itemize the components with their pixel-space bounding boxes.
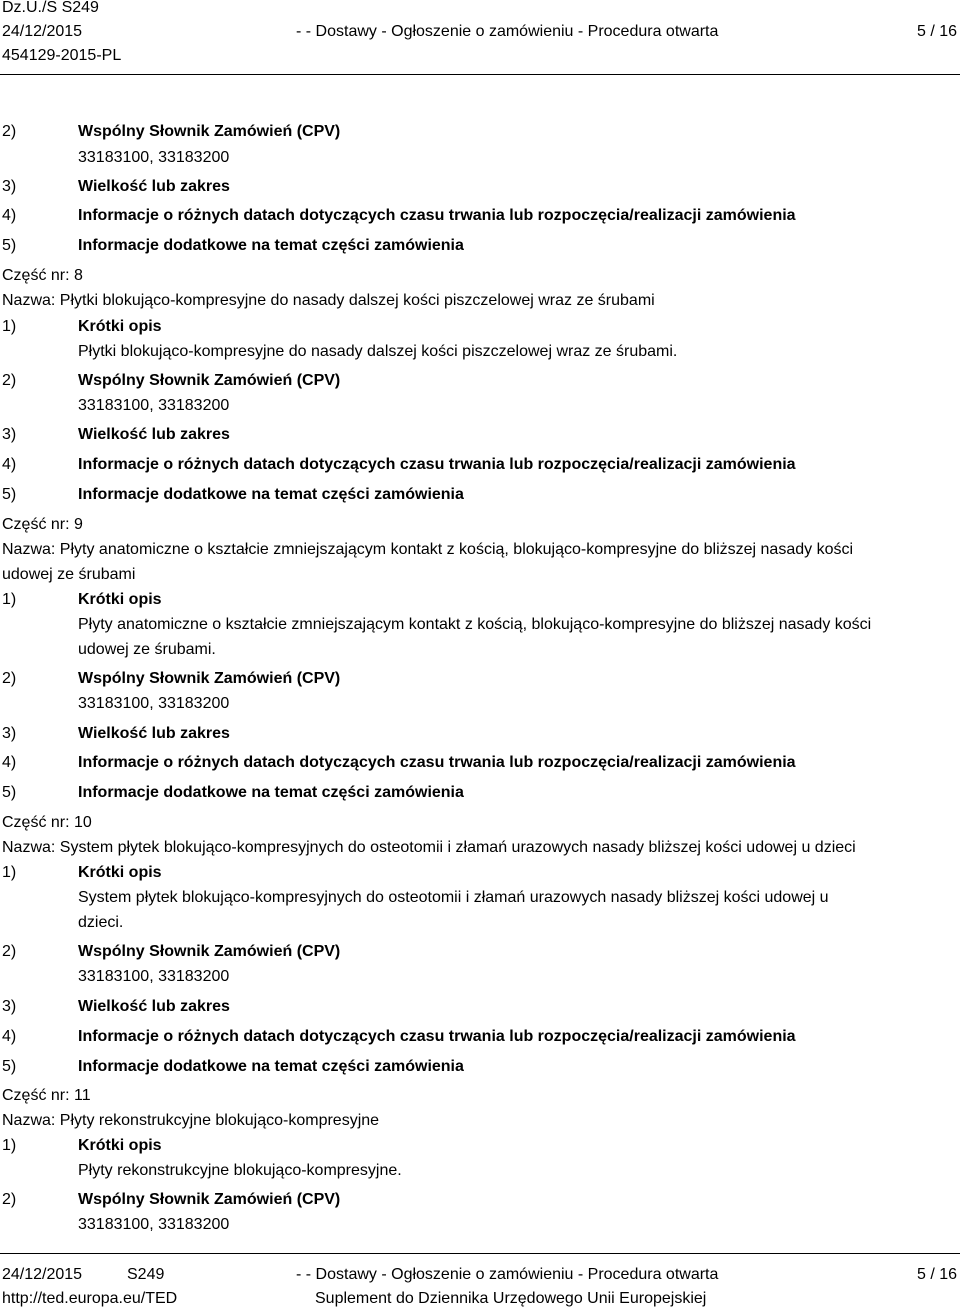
- footer-ted-link[interactable]: http://ted.europa.eu/TED: [2, 1290, 178, 1307]
- part-number: Część nr: 11: [2, 1087, 91, 1104]
- journal-ref: Dz.U./S S249: [2, 0, 99, 16]
- footer-title: - - Dostawy - Ogłoszenie o zamówieniu - Procedura otwarta: [296, 1266, 719, 1283]
- part-name: Nazwa: Płyty anatomiczne o kształcie zmniejszającym kontakt z kością, blokująco-kompresyjne do bliższej nasady kości: [2, 541, 854, 558]
- notice-number: 454129-2015-PL: [2, 47, 122, 64]
- part-name-cont: udowej ze śrubami: [2, 566, 136, 583]
- part-name: Nazwa: Płytki blokująco-kompresyjne do nasady dalszej kości piszczelowej wraz ze śrubami: [2, 292, 655, 309]
- part-number: Część nr: 8: [2, 267, 83, 284]
- header-page-number: 5 / 16: [916, 23, 957, 40]
- footer-page-number: 5 / 16: [916, 1266, 957, 1283]
- footer-issue: S249: [127, 1266, 165, 1283]
- footer-date: 24/12/2015: [2, 1266, 83, 1283]
- header-date: 24/12/2015: [2, 23, 83, 40]
- footer-divider: [0, 1253, 960, 1254]
- footer-supplement: Suplement do Dziennika Urzędowego Unii Europejskiej: [315, 1290, 707, 1307]
- header-divider: [0, 74, 960, 75]
- part-number: Część nr: 10: [2, 814, 92, 831]
- part-number: Część nr: 9: [2, 516, 83, 533]
- part-name: Nazwa: Płyty rekonstrukcyjne blokująco-kompresyjne: [2, 1112, 380, 1129]
- part-name: Nazwa: System płytek blokująco-kompresyjnych do osteotomii i złamań urazowych nasady bliższej kości udowej u dzieci: [2, 839, 856, 856]
- header-title: - - Dostawy - Ogłoszenie o zamówieniu - Procedura otwarta: [296, 23, 719, 40]
